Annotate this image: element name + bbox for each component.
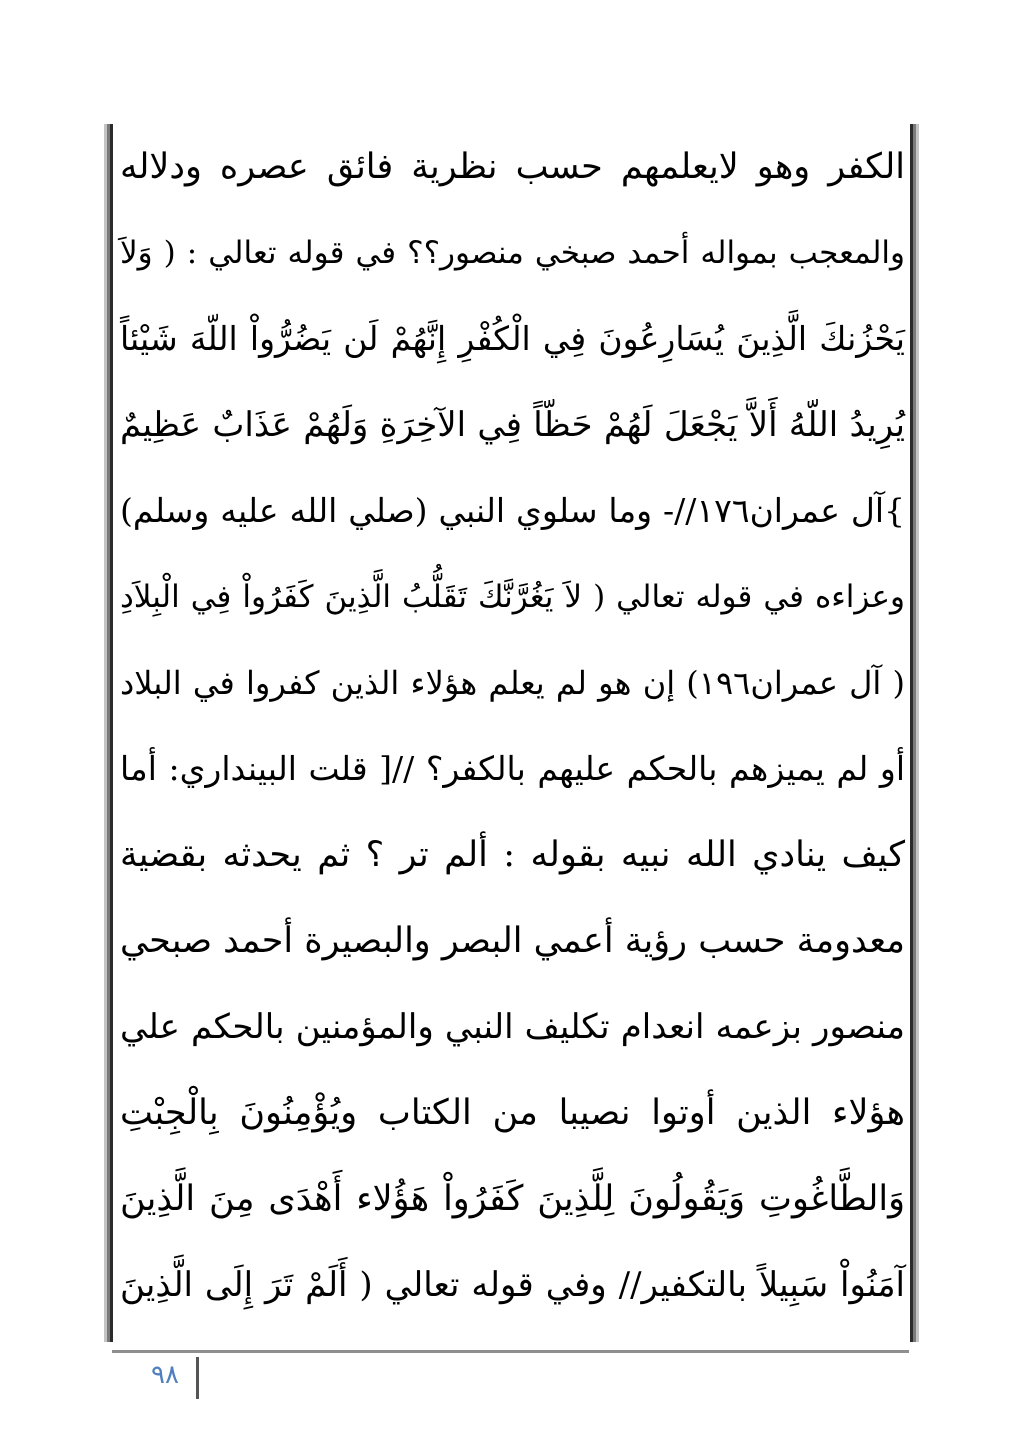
page-number-separator xyxy=(196,1357,199,1399)
text-line-10: معدومة حسب رؤية أعمي البصر والبصيرة أحمد صبحي xyxy=(120,921,905,961)
text-line-14: آمَنُواْ سَبِيلاً بالتكفير// وفي قوله تعالي ( أَلَمْ تَرَ إِلَى الَّذِينَ xyxy=(120,1265,905,1305)
text-line-9: كيف ينادي الله نبيه بقوله : ألم تر ؟ ثم يحدثه بقضية xyxy=(120,835,905,875)
text-line-7: ( آل عمران١٩٦) إن هو لم يعلم هؤلاء الذين كفروا في البلاد xyxy=(120,664,906,702)
text-line-4: يُرِيدُ اللّهُ أَلاَّ يَجْعَلَ لَهُمْ حَظّاً فِي الآخِرَةِ وَلَهُمْ عَذَابٌ عَظِيمٌ xyxy=(120,405,905,445)
footer-rule xyxy=(112,1350,909,1353)
text-line-2: والمعجب بمواله أحمد صبخي منصور؟؟ في قوله تعالي : ( وَلاَ xyxy=(120,235,905,271)
text-line-11: منصور بزعمه انعدام تكليف النبي والمؤمنين بالحكم علي xyxy=(120,1007,905,1047)
text-line-13: وَالطَّاغُوتِ وَيَقُولُونَ لِلَّذِينَ كَفَرُواْ هَؤُلاء أَهْدَى مِنَ الَّذِينَ xyxy=(120,1179,905,1219)
text-line-5: }آل عمران١٧٦//- وما سلوي النبي (صلي الله عليه وسلم) xyxy=(120,491,906,530)
text-line-8: أو لم يميزهم بالحكم عليهم بالكفر؟ //[ قلت البينداري: أما xyxy=(120,749,905,788)
left-border-rule xyxy=(104,124,113,1342)
right-border-rule xyxy=(910,124,919,1342)
text-line-12: هؤلاء الذين أوتوا نصيبا من الكتاب ويُؤْمِنُونَ بِالْجِبْتِ xyxy=(120,1093,905,1133)
text-line-6: وعزاءه في قوله تعالي ( لاَ يَغُرَّنَّكَ تَقَلُّبُ الَّذِينَ كَفَرُواْ فِي الْبِلاَدِ xyxy=(120,579,905,615)
text-line-1: الكفر وهو لايعلمهم حسب نظرية فائق عصره ودلاله xyxy=(120,147,905,187)
text-line-3: يَحْزُنكَ الَّذِينَ يُسَارِعُونَ فِي الْكُفْرِ إِنَّهُمْ لَن يَضُرُّواْ اللّهَ شَيْئاً xyxy=(120,319,905,358)
page-body xyxy=(120,124,905,1342)
page-number: ٩٨ xyxy=(151,1360,179,1390)
